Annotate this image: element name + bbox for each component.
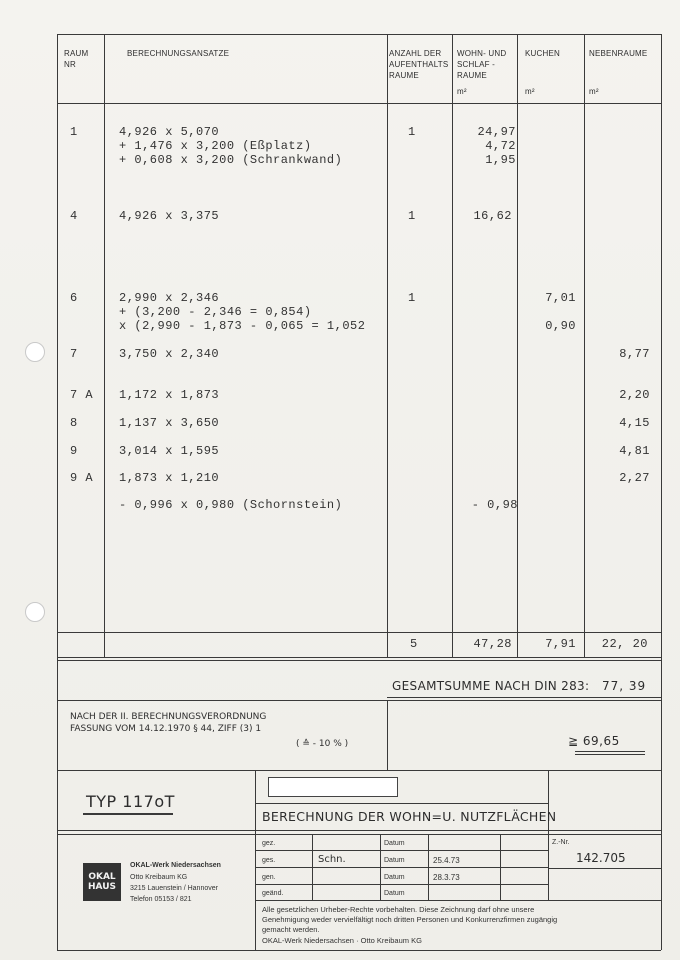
company-name: OKAL-Werk Niedersachsen (130, 862, 221, 869)
punch-hole (25, 342, 45, 362)
signoff-label: geänd. (262, 890, 284, 897)
header-kuechen: KUCHEN (525, 49, 560, 58)
room-number: 6 (70, 291, 78, 305)
kuechen-value: 7,01 (545, 291, 576, 305)
header-berechnungsansaetze: BERECHNUNGSANSATZE (127, 49, 230, 58)
znr-value: 142.705 (576, 851, 626, 865)
neben-value: 8,77 (619, 347, 650, 361)
calc-line: 4,926 x 3,375 (119, 209, 220, 223)
redaction-box (268, 777, 398, 797)
calc-line: 1,172 x 1,873 (119, 388, 220, 402)
total-anzahl: 5 (410, 637, 418, 651)
company-phone: Telefon 05153 / 821 (130, 896, 192, 903)
verordnung-line2: FASSUNG VOM 14.12.1970 § 44, ZIFF (3) 1 (70, 724, 262, 734)
total-wohn: 47,28 (473, 637, 512, 651)
room-number: 9 (70, 444, 78, 458)
signoff-name: Schn. (318, 854, 346, 865)
kuechen-value: 0,90 (545, 319, 576, 333)
neben-value: 4,81 (619, 444, 650, 458)
room-number: 7 (70, 347, 78, 361)
copyright-line: Genehmigung weder vervielfältigt noch dritten Personen und Konkurrenzfirmen zugängig (262, 915, 558, 924)
calc-line: + (3,200 - 2,346 = 0,854) (119, 305, 312, 319)
header-wohn: WOHN- UND SCHLAF - RAUME (457, 49, 507, 80)
signoff-label: ges. (262, 857, 276, 864)
header-raum-nr: RAUM NR (64, 49, 89, 69)
datum-label: Datum (384, 890, 405, 897)
room-number: 8 (70, 416, 78, 430)
okal-haus-logo: OKAL HAUS (83, 863, 121, 901)
total-kuechen: 7,91 (545, 637, 576, 651)
calc-line: + 1,476 x 3,200 (Eßplatz) (119, 139, 312, 153)
znr-label: Z.-Nr. (552, 839, 570, 846)
wohn-value: 24,97 (477, 125, 516, 139)
company-owner: Otto Kreibaum KG (130, 874, 188, 881)
gesamtsumme-label: GESAMTSUMME NACH DIN 283: (392, 679, 590, 693)
typ-underline (83, 813, 173, 815)
copyright-line: Alle gesetzlichen Urheber-Rechte vorbehalten. Diese Zeichnung darf ohne unsere (262, 905, 535, 914)
neben-value: 2,27 (619, 471, 650, 485)
calc-line: 1,137 x 3,650 (119, 416, 220, 430)
company-address: 3215 Lauenstein / Hannover (130, 885, 218, 892)
calc-line: 3,014 x 1,595 (119, 444, 220, 458)
result-underline (575, 754, 645, 755)
copyright-line: OKAL-Werk Niedersachsen · Otto Kreibaum KG (262, 936, 422, 945)
total-neben: 22, 20 (601, 637, 648, 651)
datum-label: Datum (384, 874, 405, 881)
datum-label: Datum (384, 857, 405, 864)
anzahl-value: 1 (408, 209, 416, 223)
copyright-line: gemacht werden. (262, 925, 320, 934)
room-number: 1 (70, 125, 78, 139)
calc-line: 2,990 x 2,346 (119, 291, 220, 305)
datum-label: Datum (384, 840, 405, 847)
anzahl-value: 1 (408, 291, 416, 305)
result-underline (575, 751, 645, 752)
header-anzahl: ANZAHL DER AUFENTHALTS RAUME (389, 49, 449, 80)
gesamtsumme-value: 77, 39 (602, 679, 647, 693)
document-title: BERECHNUNG DER WOHN=U. NUTZFLÄCHEN (262, 809, 557, 824)
verordnung-result: ≧ 69,65 (568, 734, 620, 748)
anzahl-value: 1 (408, 125, 416, 139)
punch-hole (25, 602, 45, 622)
calc-line: x (2,990 - 1,873 - 0,065 = 1,052 (119, 319, 366, 333)
neben-value: 2,20 (619, 388, 650, 402)
room-number: 7 A (70, 388, 94, 402)
verordnung-line1: NACH DER II. BERECHNUNGSVERORDNUNG (70, 712, 267, 722)
room-number: 9 A (70, 471, 94, 485)
unit-label: m² (525, 87, 535, 96)
typ-label: TYP 117oT (86, 792, 175, 811)
signoff-date: 25.4.73 (433, 856, 460, 865)
neben-value: 4,15 (619, 416, 650, 430)
verordnung-reduction: ( ≙ - 10 % ) (296, 739, 349, 749)
signoff-label: gez. (262, 840, 276, 847)
wohn-value: 4,72 (485, 139, 516, 153)
unit-label: m² (589, 87, 599, 96)
header-nebenraeume: NEBENRAUME (589, 49, 648, 58)
wohn-value: 16,62 (473, 209, 512, 223)
calc-line: 3,750 x 2,340 (119, 347, 220, 361)
signoff-label: gen. (262, 874, 276, 881)
signoff-date: 28.3.73 (433, 873, 460, 882)
wohn-value: 1,95 (485, 153, 516, 167)
calc-line: + 0,608 x 3,200 (Schrankwand) (119, 153, 343, 167)
calc-line: 4,926 x 5,070 (119, 125, 220, 139)
wohn-value: - 0,98 (471, 498, 518, 512)
calc-line: - 0,996 x 0,980 (Schornstein) (119, 498, 343, 512)
unit-label: m² (457, 87, 467, 96)
room-number: 4 (70, 209, 78, 223)
calc-line: 1,873 x 1,210 (119, 471, 220, 485)
